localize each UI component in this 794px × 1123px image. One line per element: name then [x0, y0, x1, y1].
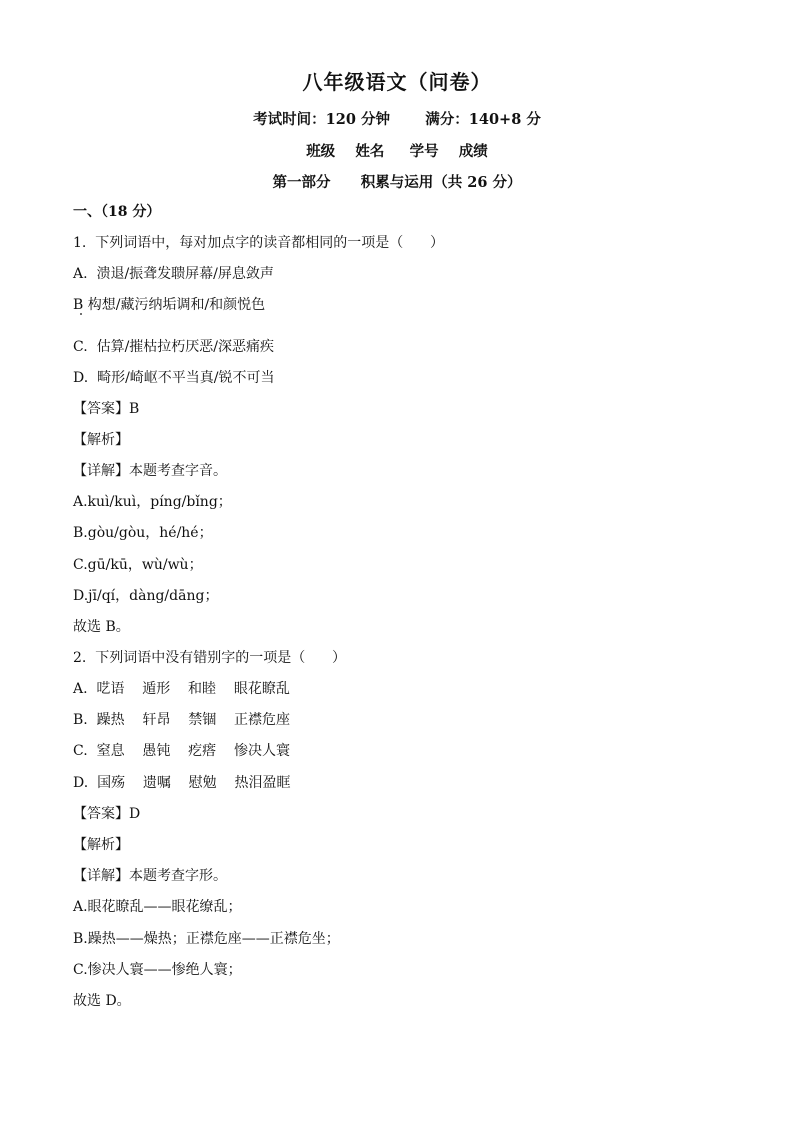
q1-detail [73, 461, 227, 481]
q2-conclusion: 故选 D。 [73, 993, 131, 1009]
answer-value: D [129, 806, 141, 822]
exam-info: 考试时间：120 分钟 满分：140+8 分 [253, 111, 541, 128]
answer-label: 【答案】 [73, 401, 129, 417]
answer-value: B [129, 401, 140, 417]
detail-label: 【详解】 [73, 868, 129, 884]
q1-option-c: C. 估算/摧枯拉朽厌恶/深恶痛疾 [73, 339, 274, 355]
q1-explanation-d: D.jī/qí，dàng/dāng； [73, 588, 219, 604]
q2-option-a: A. 呓语 遁形 和睦 眼花瞭乱 [73, 681, 290, 697]
emphasis-dot [80, 313, 82, 315]
q2-detail [73, 866, 227, 886]
page-title: 八年级语文（问卷） [302, 70, 492, 94]
detail-text: 本题考查字形。 [129, 868, 227, 884]
question-2-stem: 2. 下列词语中没有错别字的一项是（ ） [73, 650, 346, 666]
q2-option-d: D. 国殇 遗嘱 慰勉 热泪盈眶 [73, 775, 291, 791]
q1-explanation-b: B.gòu/gòu，hé/hé； [73, 525, 213, 541]
q1-answer [73, 399, 139, 419]
q1-analysis-label: 【解析】 [73, 432, 129, 448]
q2-explanation-b: B.躁热——燥热；正襟危座——正襟危坐； [73, 931, 340, 947]
q1-option-d: D. 畸形/崎岖不平当真/锐不可当 [73, 370, 275, 386]
student-info: 班级 姓名 学号 成绩 [306, 143, 488, 160]
question-1-stem: 1. 下列词语中，每对加点字的读音都相同的一项是（ ） [73, 235, 444, 251]
q2-answer [73, 804, 140, 824]
q2-option-c: C. 窒息 愚钝 疙瘩 惨决人寰 [73, 743, 290, 759]
part-title: 第一部分 积累与运用（共 26 分） [272, 174, 522, 191]
q1-conclusion: 故选 B。 [73, 619, 130, 635]
q2-explanation-a: A.眼花瞭乱——眼花缭乱； [73, 899, 242, 915]
q1-option-b: B 构想/藏污纳垢调和/和颜悦色 [73, 297, 266, 313]
q1-explanation-c: C.gū/kū，wù/wù； [73, 557, 203, 573]
detail-label: 【详解】 [73, 463, 129, 479]
q1-explanation-a: A.kuì/kuì，píng/bǐng； [73, 494, 232, 510]
section-heading: 一、（18 分） [73, 204, 161, 220]
detail-text: 本题考查字音。 [129, 463, 227, 479]
q1-option-a: A. 溃退/振聋发聩屏幕/屏息敛声 [73, 266, 274, 282]
q2-option-b: B. 躁热 轩昂 禁锢 正襟危座 [73, 712, 291, 728]
answer-label: 【答案】 [73, 806, 129, 822]
q2-analysis-label: 【解析】 [73, 837, 129, 853]
q2-explanation-c: C.惨决人寰——惨绝人寰； [73, 962, 242, 978]
